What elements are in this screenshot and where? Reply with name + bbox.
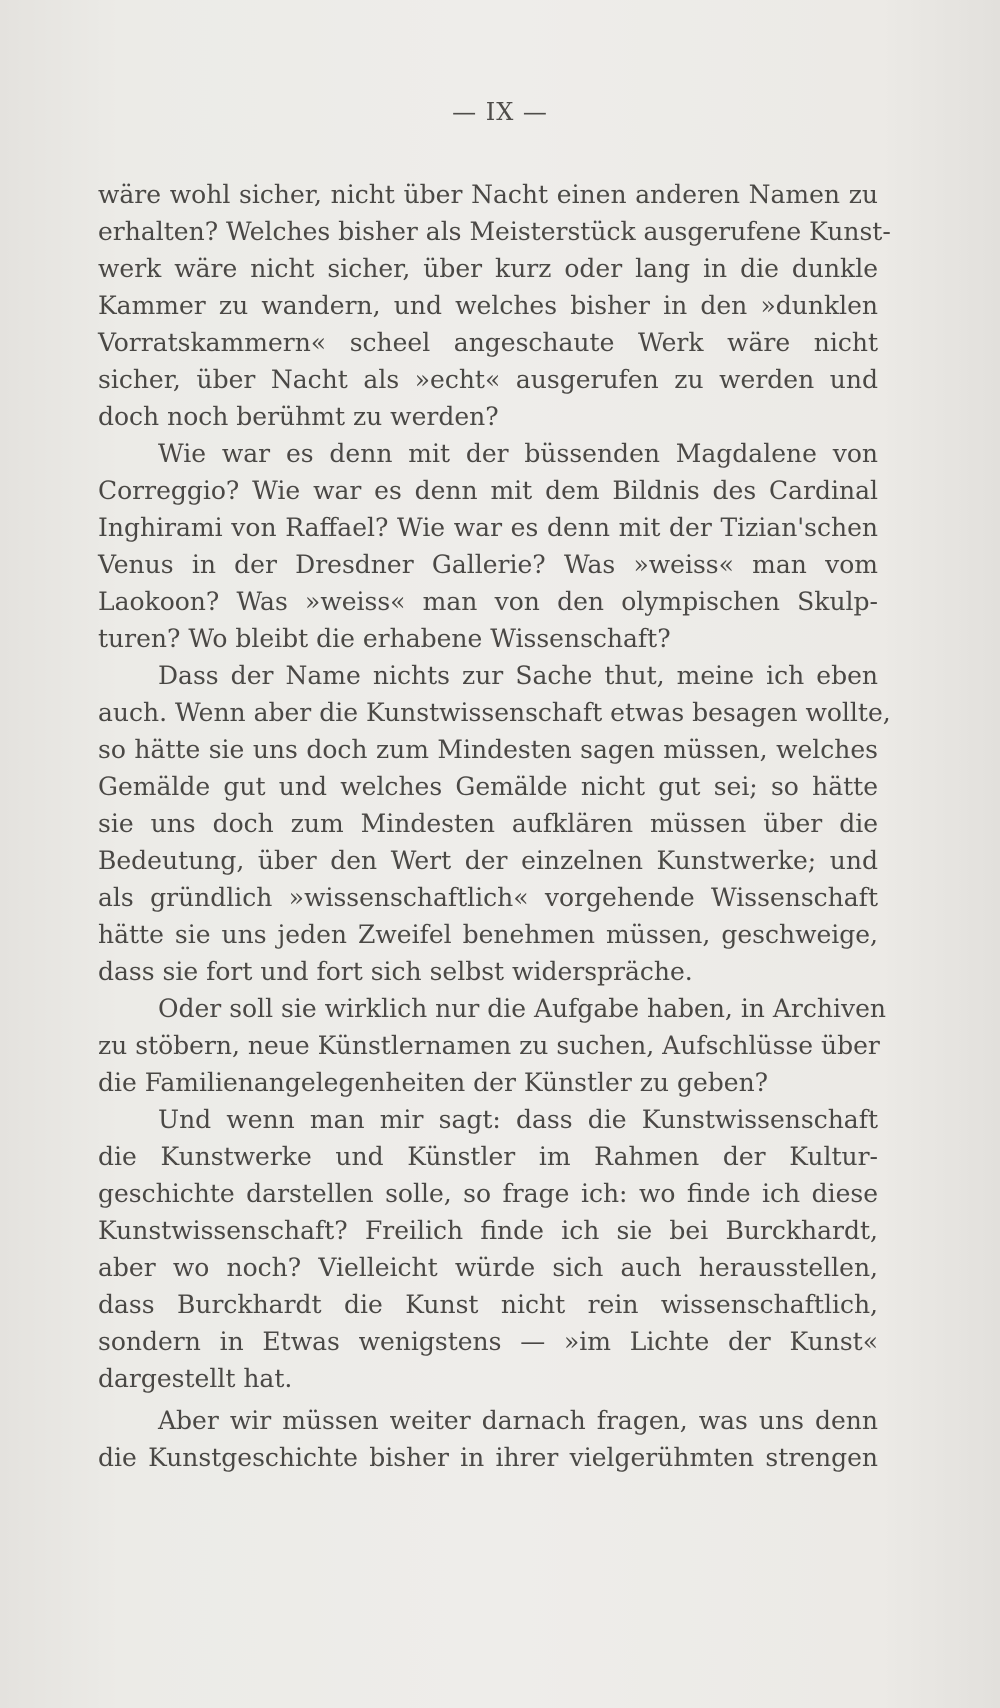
text-line: sicher, über Nacht als »echt« ausgerufen zu werden und: [98, 365, 878, 394]
text-line: Vorratskammern« scheel angeschaute Werk wäre nicht: [98, 328, 878, 357]
text-line: so hätte sie uns doch zum Mindesten sagen müssen, welches: [98, 735, 878, 764]
text-line: turen? Wo bleibt die erhabene Wissenschaft?: [98, 624, 671, 653]
paragraph: [98, 1101, 878, 1397]
paragraph: [98, 1402, 878, 1476]
text-line: die Kunstwerke und Künstler im Rahmen der Kultur-: [98, 1142, 878, 1171]
text-line: hätte sie uns jeden Zweifel benehmen müssen, geschweige,: [98, 920, 878, 949]
text-line: geschichte darstellen solle, so frage ich: wo finde ich diese: [98, 1179, 878, 1208]
text-line: sondern in Etwas wenigstens — »im Lichte der Kunst«: [98, 1327, 878, 1356]
text-line: Gemälde gut und welches Gemälde nicht gut sei; so hätte: [98, 772, 878, 801]
text-line: Kammer zu wandern, und welches bisher in den »dunklen: [98, 291, 878, 320]
text-line: Aber wir müssen weiter darnach fragen, was uns denn: [158, 1406, 878, 1435]
text-line: werk wäre nicht sicher, über kurz oder lang in die dunkle: [98, 254, 878, 283]
text-line: auch. Wenn aber die Kunstwissenschaft etwas besagen wollte,: [98, 698, 891, 727]
paragraph: [98, 435, 878, 657]
paragraph: [98, 176, 891, 435]
text-line: zu stöbern, neue Künstlernamen zu suchen, Aufschlüsse über: [98, 1031, 880, 1060]
text-line: Bedeutung, über den Wert der einzelnen Kunstwerke; und: [98, 846, 878, 875]
text-line: dass sie fort und fort sich selbst widerspräche.: [98, 957, 693, 986]
text-line: wäre wohl sicher, nicht über Nacht einen anderen Namen zu: [98, 180, 878, 209]
text-line: Inghirami von Raffael? Wie war es denn mit der Tizian'schen: [98, 513, 878, 542]
text-line: dargestellt hat.: [98, 1364, 293, 1393]
text-line: Laokoon? Was »weiss« man von den olympischen Skulp-: [98, 587, 878, 616]
text-line: Und wenn man mir sagt: dass die Kunstwissenschaft: [158, 1105, 878, 1134]
text-line: als gründlich »wissenschaftlich« vorgehende Wissenschaft: [98, 883, 878, 912]
text-line: die Familienangelegenheiten der Künstler zu geben?: [98, 1068, 769, 1097]
text-line: die Kunstgeschichte bisher in ihrer vielgerühmten strengen: [98, 1443, 878, 1472]
text-line: Correggio? Wie war es denn mit dem Bildnis des Cardinal: [98, 476, 878, 505]
body-text: [98, 176, 891, 1476]
paragraph: [98, 657, 891, 990]
text-line: dass Burckhardt die Kunst nicht rein wissenschaftlich,: [98, 1290, 878, 1319]
text-line: aber wo noch? Vielleicht würde sich auch herausstellen,: [98, 1253, 878, 1282]
text-line: Wie war es denn mit der büssenden Magdalene von: [158, 439, 878, 468]
page-number: — IX —: [452, 98, 548, 126]
text-line: Venus in der Dresdner Gallerie? Was »weiss« man vom: [98, 550, 878, 579]
text-line: Dass der Name nichts zur Sache thut, meine ich eben: [158, 661, 878, 690]
text-line: erhalten? Welches bisher als Meisterstück ausgerufene Kunst-: [98, 217, 891, 246]
text-line: sie uns doch zum Mindesten aufklären müssen über die: [98, 809, 878, 838]
text-line: Kunstwissenschaft? Freilich finde ich sie bei Burckhardt,: [98, 1216, 878, 1245]
text-line: doch noch berühmt zu werden?: [98, 402, 499, 431]
text-line: Oder soll sie wirklich nur die Aufgabe haben, in Archiven: [158, 994, 886, 1023]
paragraph: [98, 990, 886, 1101]
